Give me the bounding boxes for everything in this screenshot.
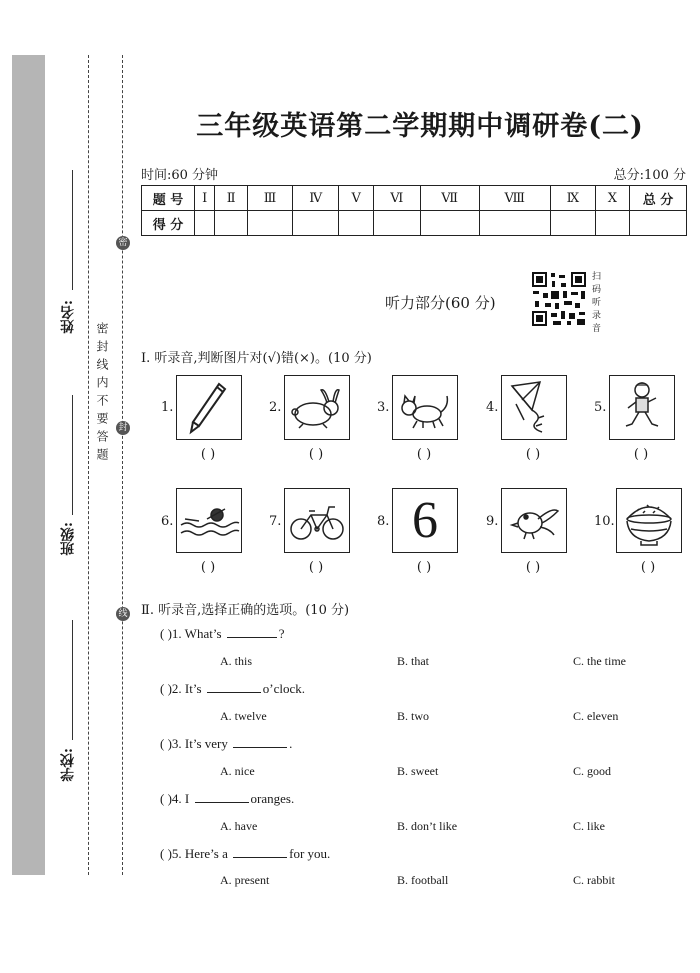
score-header-cell: Ⅴ <box>339 186 373 211</box>
picture-number: 6. <box>161 514 174 529</box>
score-input-cell[interactable] <box>215 211 248 236</box>
class-field-line[interactable] <box>72 395 73 515</box>
picture-number: 1. <box>161 400 174 415</box>
seal-mark-mi: 密 <box>116 236 130 250</box>
score-input-cell[interactable] <box>550 211 595 236</box>
answer-paren-1[interactable]: ( ) <box>200 447 216 462</box>
answer-paren-10[interactable]: ( ) <box>640 560 656 575</box>
answer-paren-8[interactable]: ( ) <box>416 560 432 575</box>
picture-box-8 <box>392 488 458 553</box>
answer-paren-5[interactable]: ( ) <box>633 447 649 462</box>
score-header-cell: 题 号 <box>142 186 195 211</box>
answer-paren-7[interactable]: ( ) <box>308 560 324 575</box>
question-stem-post: o’clock. <box>262 681 306 696</box>
picture-number: 3. <box>377 400 390 415</box>
score-header-cell: 总 分 <box>630 186 687 211</box>
picture-number: 2. <box>269 400 282 415</box>
bicycle-icon <box>285 489 349 552</box>
option-a[interactable]: A. twelve <box>220 709 267 723</box>
bird-icon <box>502 489 566 552</box>
school-field-line[interactable] <box>72 620 73 740</box>
score-input-cell[interactable] <box>420 211 479 236</box>
answer-paren-2[interactable]: ( ) <box>308 447 324 462</box>
score-input-cell[interactable] <box>248 211 293 236</box>
option-b[interactable]: B. football <box>397 873 449 887</box>
answer-blank[interactable] <box>195 802 249 803</box>
rabbit-icon <box>285 376 349 439</box>
kite-icon <box>502 376 566 439</box>
picture-number: 10. <box>594 514 615 529</box>
picture-box-4 <box>501 375 567 440</box>
answer-paren-6[interactable]: ( ) <box>200 560 216 575</box>
question-4 <box>160 791 294 807</box>
question-stem-post: . <box>289 736 293 751</box>
cat-icon <box>393 376 457 439</box>
score-header-cell: Ⅸ <box>550 186 595 211</box>
question-stem-pre: 3. It’s very <box>171 736 232 751</box>
section2-heading: Ⅱ. 听录音,选择正确的选项。(10 分) <box>141 603 350 618</box>
question-stem-pre: 2. It’s <box>171 681 205 696</box>
answer-blank[interactable] <box>233 747 287 748</box>
question-stem-pre: 5. Here’s a <box>171 846 232 861</box>
score-input-cell[interactable] <box>630 211 687 236</box>
answer-paren[interactable]: ( ) <box>160 626 172 641</box>
qr-code-icon[interactable] <box>531 271 587 327</box>
seal-mark-xian: 线 <box>116 607 130 621</box>
binding-dashed-line-inner <box>122 55 123 875</box>
answer-paren[interactable]: ( ) <box>160 736 172 751</box>
score-header-cell: Ⅶ <box>420 186 479 211</box>
option-a[interactable]: A. present <box>220 873 270 887</box>
picture-box-1 <box>176 375 242 440</box>
score-header-cell: Ⅷ <box>479 186 550 211</box>
page-title: 三年级英语第二学期期中调研卷(二) <box>196 111 644 142</box>
rice-bowl-icon <box>617 489 681 552</box>
seal-mark-feng: 封 <box>116 421 130 435</box>
binding-dashed-line-outer <box>88 55 89 875</box>
listening-section-title: 听力部分(60 分) <box>385 294 496 312</box>
score-input-cell[interactable] <box>339 211 373 236</box>
score-table-score-row <box>142 211 687 236</box>
question-stem-pre: 4. I <box>171 791 193 806</box>
score-header-cell: Ⅹ <box>595 186 629 211</box>
picture-number: 5. <box>594 400 607 415</box>
score-header-cell: Ⅲ <box>248 186 293 211</box>
picture-number: 9. <box>486 514 499 529</box>
answer-paren-3[interactable]: ( ) <box>416 447 432 462</box>
answer-paren[interactable]: ( ) <box>160 846 172 861</box>
name-field-line[interactable] <box>72 170 73 290</box>
binding-note: 密封线内不要答题 <box>95 322 109 466</box>
picture-box-6 <box>176 488 242 553</box>
exam-time: 时间:60 分钟 <box>141 168 219 183</box>
question-1 <box>160 626 285 642</box>
answer-paren-4[interactable]: ( ) <box>525 447 541 462</box>
question-2 <box>160 681 305 697</box>
option-b[interactable]: B. that <box>397 654 429 668</box>
picture-number: 4. <box>486 400 499 415</box>
option-a[interactable]: A. nice <box>220 764 255 778</box>
picture-box-7 <box>284 488 350 553</box>
question-stem-pre: 1. What’s <box>171 626 225 641</box>
answer-blank[interactable] <box>233 857 287 858</box>
option-c[interactable]: C. the time <box>573 654 626 668</box>
binding-strip <box>12 55 45 875</box>
picture-box-2 <box>284 375 350 440</box>
boy-walking-icon <box>610 376 674 439</box>
score-table <box>141 185 687 236</box>
question-stem-post: ? <box>278 626 285 641</box>
score-input-cell[interactable] <box>595 211 629 236</box>
answer-paren[interactable]: ( ) <box>160 681 172 696</box>
picture-box-9 <box>501 488 567 553</box>
option-b[interactable]: B. sweet <box>397 764 439 778</box>
option-b[interactable]: B. don’t like <box>397 819 458 833</box>
pencil-icon <box>177 376 241 439</box>
option-c[interactable]: C. good <box>573 764 612 778</box>
score-input-cell[interactable] <box>292 211 338 236</box>
answer-blank[interactable] <box>207 692 261 693</box>
swimmer-icon <box>177 489 241 552</box>
score-input-cell[interactable] <box>195 211 215 236</box>
score-header-cell: Ⅵ <box>373 186 420 211</box>
question-5 <box>160 846 330 862</box>
exam-total: 总分:100 分 <box>613 168 686 183</box>
question-stem-post: oranges. <box>250 791 295 806</box>
score-header-cell: Ⅰ <box>195 186 215 211</box>
score-row-label: 得 分 <box>142 211 195 236</box>
picture-box-5 <box>609 375 675 440</box>
qr-code-note: 扫码听录音 <box>592 272 602 334</box>
score-input-cell[interactable] <box>373 211 420 236</box>
school-field-label: 学校: <box>60 748 76 782</box>
option-a[interactable]: A. this <box>220 654 253 668</box>
section1-heading: Ⅰ. 听录音,判断图片对(√)错(×)。(10 分) <box>141 351 372 366</box>
option-c[interactable]: C. like <box>573 819 605 833</box>
score-table-header-row <box>142 186 687 211</box>
picture-number: 7. <box>269 514 282 529</box>
picture-box-10 <box>616 488 682 553</box>
option-b[interactable]: B. two <box>397 709 430 723</box>
picture-box-3 <box>392 375 458 440</box>
score-header-cell: Ⅱ <box>215 186 248 211</box>
name-field-label: 姓名: <box>60 300 76 334</box>
class-field-label: 班级: <box>60 522 76 556</box>
number-six: 6 <box>412 492 438 549</box>
question-stem-post: for you. <box>289 846 331 861</box>
option-c[interactable]: C. rabbit <box>573 873 615 887</box>
score-input-cell[interactable] <box>479 211 550 236</box>
option-a[interactable]: A. have <box>220 819 258 833</box>
answer-blank[interactable] <box>227 637 277 638</box>
picture-number: 8. <box>377 514 390 529</box>
question-3 <box>160 736 292 752</box>
option-c[interactable]: C. eleven <box>573 709 619 723</box>
answer-paren[interactable]: ( ) <box>160 791 172 806</box>
answer-paren-9[interactable]: ( ) <box>525 560 541 575</box>
score-header-cell: Ⅳ <box>292 186 338 211</box>
